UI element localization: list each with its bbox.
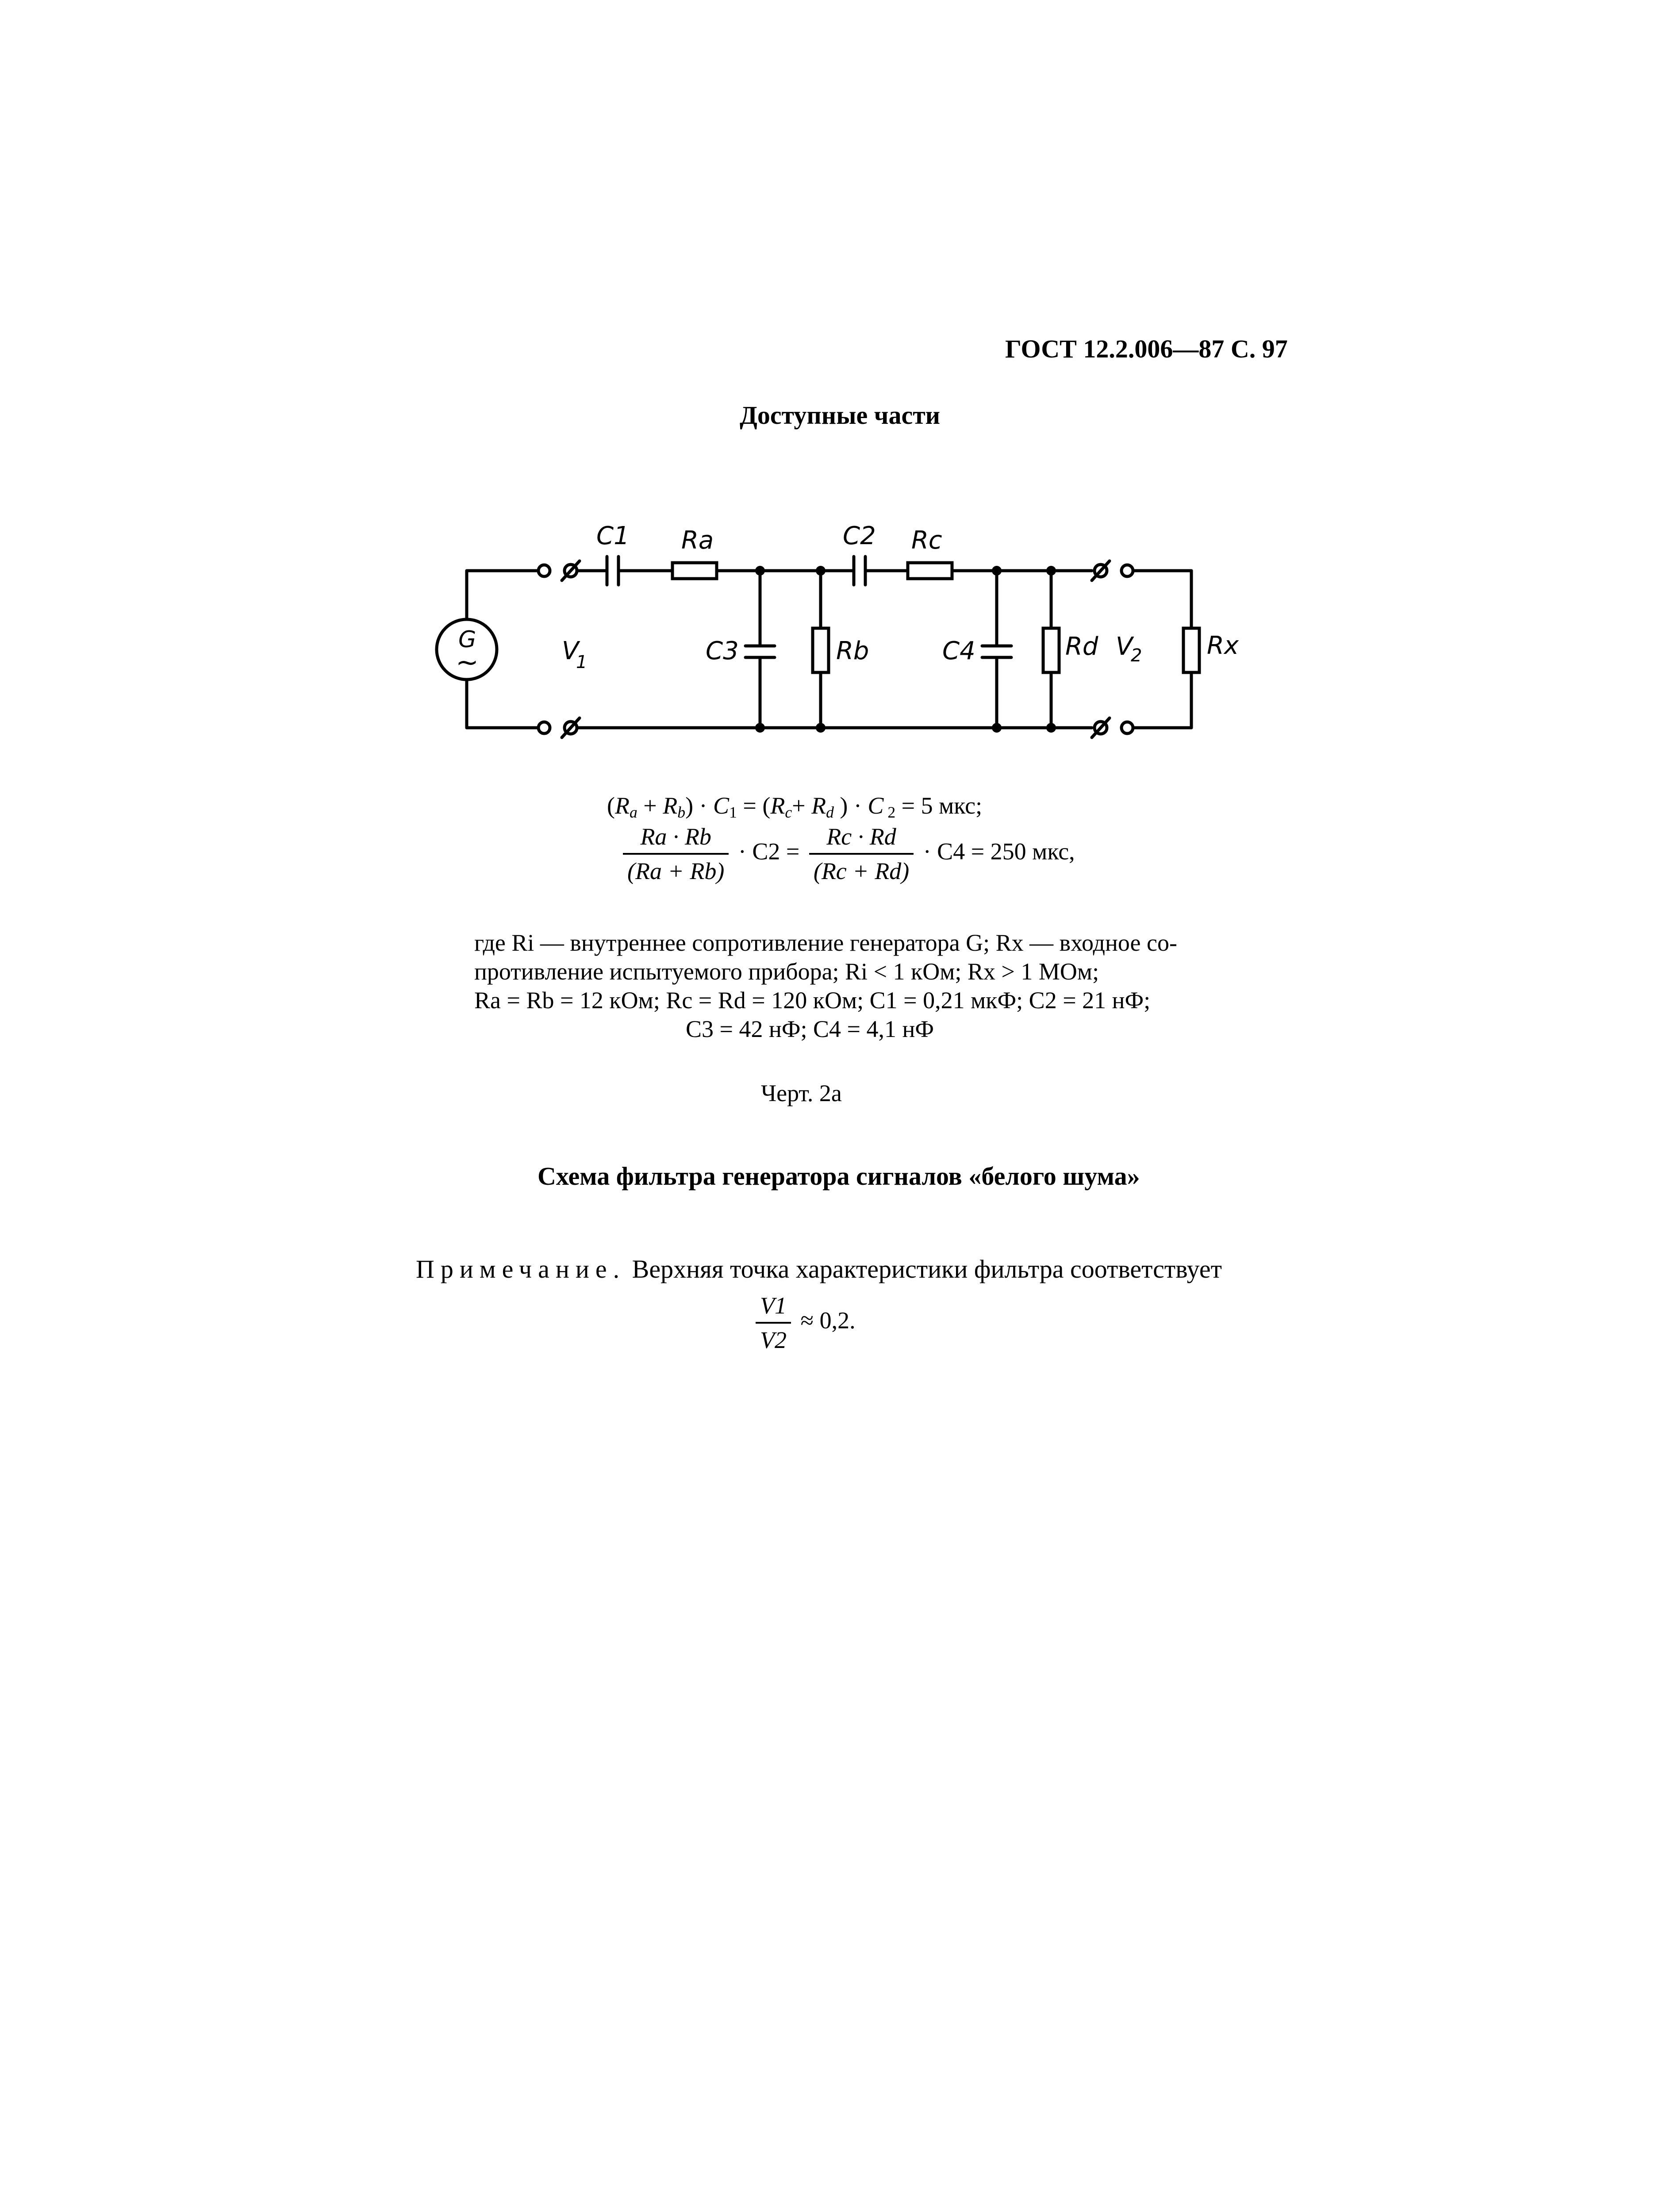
label-v1-sub: 1 [576, 652, 587, 672]
formula-time-constant-1: $(R_a + R_b) \cdot C_1 = (R_c+ R_d$ ) · C $_2$ = 5 мкс; [607, 792, 983, 821]
fraction-denominator: (Rc + Rd) [813, 858, 910, 884]
formula-tail: · C4 = 250 мкс, [923, 838, 1075, 865]
label-v2-sub: 2 [1131, 645, 1142, 666]
label-tilde: ~ [456, 646, 479, 678]
fraction-ra-rb [623, 823, 729, 885]
junction-dot [1046, 723, 1056, 733]
resistor-rb [813, 628, 829, 672]
junction-dot [816, 566, 826, 576]
label-v2: V [1116, 632, 1133, 661]
ratio-tail: ≈ 0,2. [800, 1307, 856, 1334]
resistor-ra [672, 563, 717, 579]
junction-dot [755, 566, 765, 576]
junction-dot [1046, 566, 1056, 576]
terminal-left-bottom [538, 722, 550, 733]
running-title: ГОСТ 12.2.006—87 С. 97 [1005, 334, 1288, 363]
explanation-line-4: C3 = 42 нФ; C4 = 4,1 нФ [686, 1016, 934, 1042]
label-rx: Rx [1207, 631, 1239, 660]
junction-dot [992, 723, 1002, 733]
terminal-left-top [538, 565, 550, 576]
explanation-line-3: Ra = Rb = 12 кОм; Rc = Rd = 120 кОм; C1 = 0,21 мкФ; C2 = 21 нФ; [474, 987, 1151, 1014]
label-rc: Rc [911, 526, 942, 555]
note-ratio [752, 1292, 856, 1354]
ratio-numerator: V1 [756, 1292, 791, 1324]
note-text: Верхняя точка характеристики фильтра соответствует [626, 1255, 1222, 1283]
figure-top-caption: Доступные части [740, 401, 941, 430]
label-c3: C3 [706, 637, 739, 665]
fraction-denominator: (Ra + Rb) [627, 858, 725, 884]
section-title: Схема фильтра генератора сигналов «белого шума» [538, 1162, 1140, 1190]
junction-dot [755, 723, 765, 733]
formula-text: ( [607, 792, 615, 819]
resistor-rx [1183, 628, 1199, 672]
label-rd: Rd [1065, 632, 1098, 661]
label-v1: V [562, 637, 579, 665]
fraction-numerator: Rc · Rd [809, 823, 914, 855]
junction-dot [992, 566, 1002, 576]
explanation-line-2: противление испытуемого прибора; Ri < 1 кОм; Rx > 1 МОм; [474, 958, 1099, 985]
label-c1: C1 [596, 522, 630, 550]
resistor-rd [1043, 628, 1059, 672]
fraction-rc-rd [809, 823, 914, 885]
filter-circuit-diagram [0, 0, 1678, 796]
terminal-right-top [1121, 565, 1133, 576]
ratio-fraction [756, 1292, 791, 1354]
drawing-number: Черт. 2а [761, 1080, 842, 1106]
junction-dot [816, 723, 826, 733]
label-c2: C2 [843, 522, 876, 550]
terminal-right-bottom [1121, 722, 1133, 733]
resistor-rc [908, 563, 952, 579]
label-ra: Ra [681, 526, 714, 555]
label-g: G [458, 626, 476, 653]
label-rb: Rb [836, 637, 869, 665]
explanation-line-1: где Ri — внутреннее сопротивление генератора G; Rx — входное со- [474, 929, 1177, 956]
label-c4: C4 [942, 637, 975, 665]
note-lead: Примечание. [416, 1255, 626, 1283]
fraction-numerator: Ra · Rb [623, 823, 729, 855]
note-paragraph [416, 1254, 1222, 1284]
formula-middle: · C2 = [738, 838, 800, 865]
formula-time-constant-2 [619, 823, 1075, 885]
ratio-denominator: V2 [760, 1327, 787, 1353]
